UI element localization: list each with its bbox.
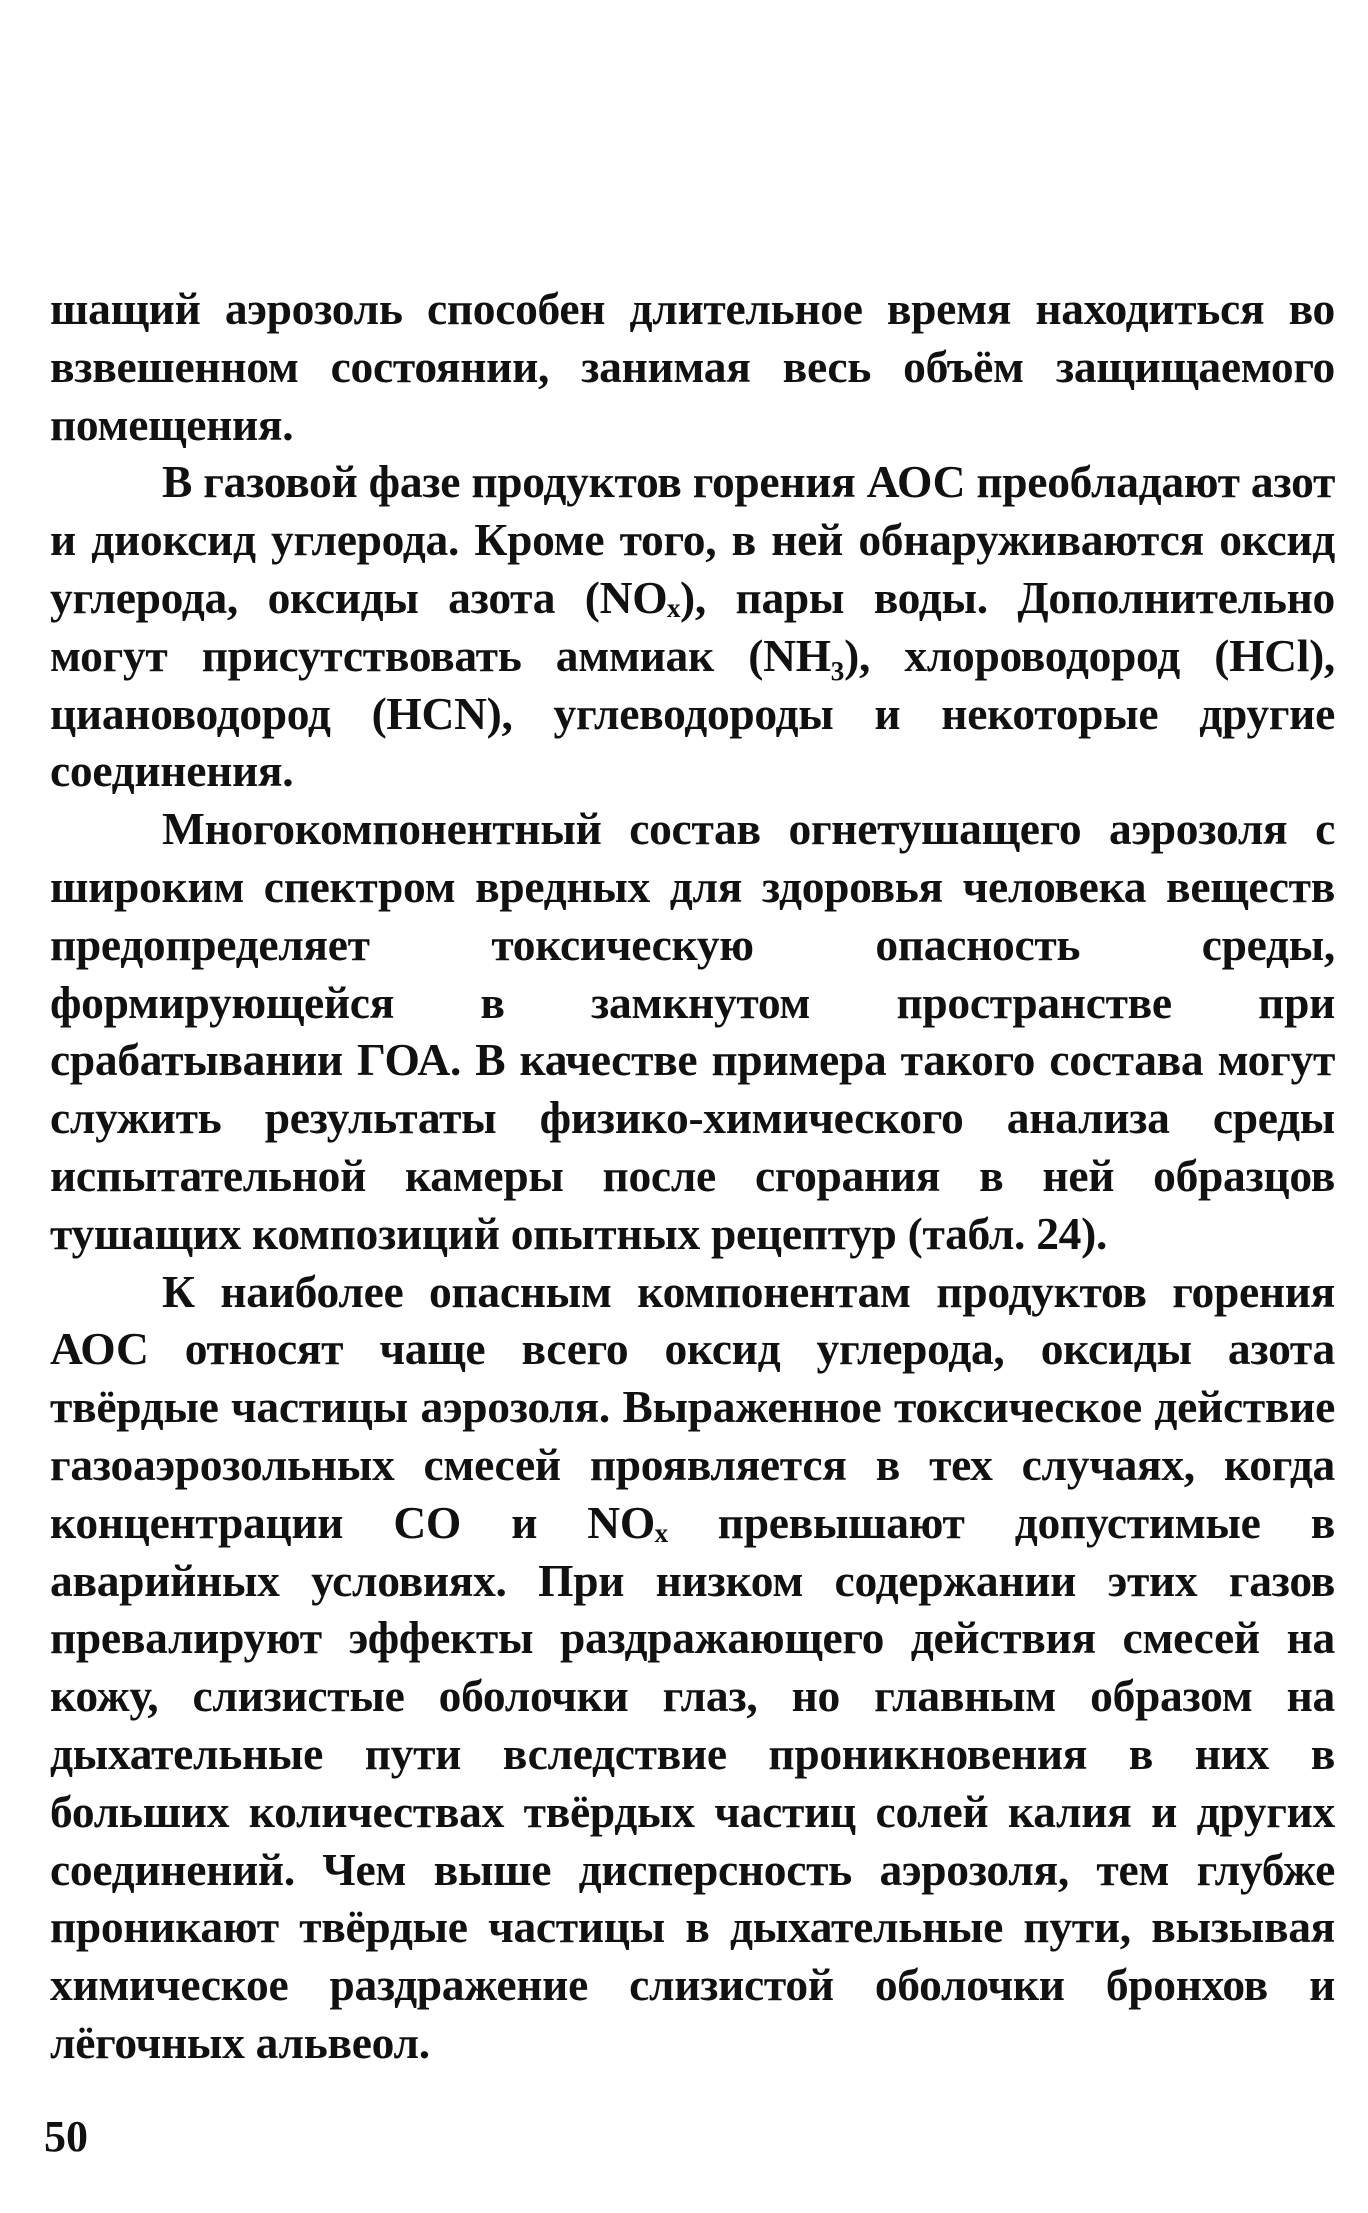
page-number: 50 xyxy=(44,2112,88,2161)
page-body xyxy=(50,280,1335,2072)
paragraph-aerosol-suspension: шащий аэрозоль способен длительное время находиться во взвешенном состоянии, занимая весь объём защищаемого помещения. xyxy=(50,283,1335,450)
paragraph-toxic-composition: Многокомпонентный состав огнетушащего аэрозоля с широким спектром вредных для здоровья человека веществ предопределяет токсическую опасность среды, формирующейся в замкнутом пространстве при срабатывании ГОА. В качестве примера такого состава могут служить результаты физико-химического анализа среды испытательной камеры после сгорания в ней образцов тушащих композиций опытных рецептур (табл. 24). xyxy=(50,803,1335,1259)
paragraph-gas-phase: В газовой фазе продуктов горения АОС преобладают азот и диоксид углерода. Кроме того, в ней обнаруживаются оксид углерода, оксиды азота (NOₓ), пары воды. Дополнительно могут присутствовать аммиак (NH₃), хлороводород (HCl), циановодород (HCN), углеводороды и некоторые другие соединения. xyxy=(50,456,1335,797)
paragraph-hazardous-components: К наиболее опасным компонентам продуктов горения АОС относят чаще всего оксид углерода, оксиды азота твёрдые частицы аэрозоля. Выраженное токсическое действие газоаэрозольных смесей проявляется в тех случаях, когда концентрации CO и NOₓ превышают допустимые в аварийных условиях. При низком содержании этих газов превалируют эффекты раздражающего действия смесей на кожу, слизистые оболочки глаз, но главным образом на дыхательные пути вследствие проникновения в них в больших количествах твёрдых частиц солей калия и других соединений. Чем выше дисперсность аэрозоля, тем глубже проникают твёрдые частицы в дыхательные пути, вызывая химическое раздражение слизистой оболочки бронхов и лёгочных альвеол. xyxy=(50,1265,1335,2068)
